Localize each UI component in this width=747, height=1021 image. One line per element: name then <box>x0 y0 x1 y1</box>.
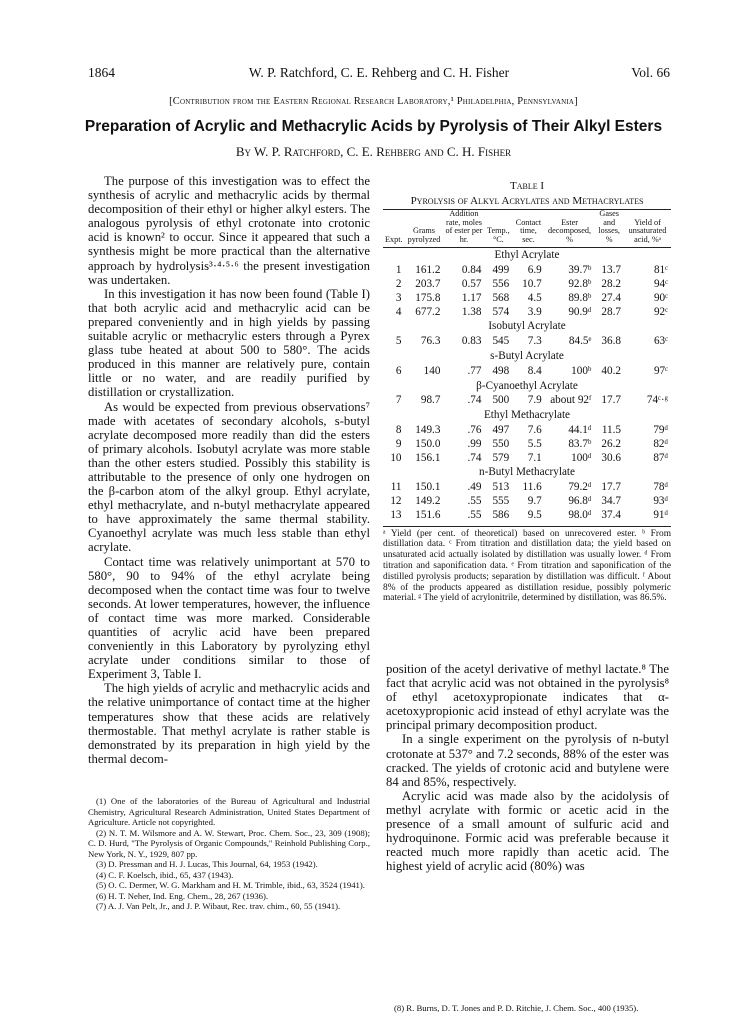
column-header: Gases and losses, % <box>594 210 624 248</box>
table-cell: 150.0 <box>415 437 441 450</box>
table-cell: 81ᶜ <box>653 264 668 277</box>
table-cell: 97ᶜ <box>653 364 668 377</box>
table-cell: 92.8ᵇ <box>568 277 592 290</box>
table-cell: 34.7 <box>601 494 621 507</box>
footnote: (3) D. Pressman and H. J. Lucas, This Journal, 64, 1953 (1942). <box>96 859 318 869</box>
table-cell: 28.7 <box>601 305 621 318</box>
data-table <box>383 209 671 523</box>
table-cell: 0.83 <box>461 335 482 348</box>
table-cell: 499 <box>492 264 510 277</box>
table-row <box>383 306 671 320</box>
table-cell: 161.2 <box>415 264 441 277</box>
table-cell: 8 <box>395 423 402 436</box>
table-cell: 7.1 <box>527 451 542 464</box>
table-section-row <box>383 379 671 395</box>
table-section-row <box>383 319 671 335</box>
contribution-line: [Contribution from the Eastern Regional Research Laboratory,¹ Philadelphia, Pennsylvania] <box>169 96 578 107</box>
table-label: Table I <box>509 180 545 192</box>
table-cell: 513 <box>492 481 510 494</box>
table-cell: about 92ᶠ <box>550 394 592 407</box>
right-column-body <box>386 662 669 873</box>
table-cell: 5.5 <box>527 437 542 450</box>
table-cell: 5 <box>395 335 402 348</box>
table-row <box>383 452 671 466</box>
table-cell: 0.84 <box>461 264 482 277</box>
table-caption: Pyrolysis of Alkyl Acrylates and Methacrylates <box>410 195 644 207</box>
table-cell: 550 <box>492 437 510 450</box>
table-cell: 74ᶜ·ᵍ <box>646 394 668 407</box>
table-cell: 7.3 <box>527 335 542 348</box>
column-header: Ester decomposed, % <box>545 210 595 248</box>
table-cell: 586 <box>492 508 510 521</box>
table-cell: 87ᵈ <box>653 451 668 464</box>
table-cell: 500 <box>492 394 510 407</box>
running-head-authors: W. P. Ratchford, C. E. Rehberg and C. H. Fisher <box>248 65 510 80</box>
table-cell: 568 <box>492 291 510 304</box>
table-cell: 90.9ᵈ <box>568 305 592 318</box>
table-notes: ᵃ Yield (per cent. of theoretical) based on unrecovered ester. ᵇ From distillation data. ᶜ From titration and distillation data; the yield based on unsaturated acid actually isolated by distillation was usually lower. ᵈ From titration and saponification data. ᵉ From titration and saponification of the distilled pyrolysis products; separation by distillation was difficult. ᶠ About 8% of the products appeared as distillation residue, possibly polymeric material. ᵍ The yield of acrylonitrile, determined by distillation, was 86.5%. <box>383 526 671 605</box>
table-cell: 7.6 <box>527 423 542 436</box>
table-section-row <box>383 408 671 424</box>
table-cell: 98.7 <box>420 394 441 407</box>
table-cell: 27.4 <box>601 291 621 304</box>
table-body <box>383 248 671 523</box>
table-cell: 17.7 <box>601 394 621 407</box>
section-heading: s-Butyl Acrylate <box>490 349 564 362</box>
table-cell: 10 <box>390 451 402 464</box>
section-heading: β-Cyanoethyl Acrylate <box>476 379 578 392</box>
table-cell: 93ᵈ <box>653 494 668 507</box>
table-row <box>383 424 671 438</box>
table-cell: 9 <box>395 437 402 450</box>
table-cell: .74 <box>467 451 482 464</box>
table-cell: 545 <box>492 335 510 348</box>
table-cell: 151.6 <box>415 508 441 521</box>
table-cell: 13.7 <box>601 264 621 277</box>
paragraph: The high yields of acrylic and methacrylic acids and the relative unimportance of contact time at the higher temperatures show that these acids are relatively thermostable. That methyl acrylate is rather stable is demonstrated by its preparation in high yield by the thermal decom- <box>88 681 370 766</box>
table-row <box>383 335 671 349</box>
footnote: (7) A. J. Van Pelt, Jr., and J. P. Wibaut, Rec. trav. chim., 60, 55 (1941). <box>96 901 341 911</box>
section-heading: Ethyl Methacrylate <box>483 409 571 422</box>
table-cell: 90ᶜ <box>653 291 668 304</box>
table-section-row <box>383 349 671 365</box>
table-cell: 37.4 <box>601 508 621 521</box>
column-header: Temp., °C. <box>484 210 512 248</box>
table-cell: .55 <box>467 508 482 521</box>
column-header: Expt. <box>383 210 405 248</box>
table-cell: .55 <box>467 494 482 507</box>
paragraph: In a single experiment on the pyrolysis of n-butyl crotonate at 537° and 7.2 seconds, 88% of the ester was cracked. The yields of crotonic acid and butylene were 84 and 85%, respectively. <box>386 732 669 789</box>
table-row <box>383 278 671 292</box>
table-cell: 100ᵈ <box>571 451 592 464</box>
table-cell: 76.3 <box>420 335 441 348</box>
table-cell: 4 <box>395 305 402 318</box>
table-cell: 96.8ᵈ <box>568 494 592 507</box>
column-header: Grams pyrolyzed <box>405 210 444 248</box>
table-cell: 6 <box>395 364 402 377</box>
table-section-row <box>383 465 671 481</box>
table-cell: 79ᵈ <box>653 423 668 436</box>
column-header: Contact time, sec. <box>512 210 544 248</box>
table-cell: 83.7ᵇ <box>568 437 592 450</box>
table-header-row <box>383 210 671 248</box>
paragraph: Contact time was relatively unimportant at 570 to 580°, 90 to 94% of the ethyl acrylate being decomposed when the contact time was four to twelve seconds. At lower temperatures, however, the influence of contact time was more marked. Considerable quantities of acrylic acid have been prepared conveniently in this Laboratory by pyrolyzing ethyl acrylate under conditions similar to those of Experiment 3, Table I. <box>88 554 370 682</box>
table-cell: .74 <box>467 394 482 407</box>
table-section-row <box>383 248 671 264</box>
left-column-body <box>88 174 370 766</box>
table-cell: 1 <box>395 264 402 277</box>
paragraph: Acrylic acid was made also by the acidolysis of methyl acrylate with formic or acetic acid in the presence of a small amount of sulfuric acid and hydroquinone. Formic acid was preferable because it reacted much more rapidly than acetic acid. The highest yield of acrylic acid (80%) was <box>386 788 669 874</box>
paragraph: position of the acetyl derivative of methyl lactate.⁸ The fact that acrylic acid was not obtained in the pyrolysis⁸ of ethyl acetoxypropionate indicates that α-acetoxypropionic acid instead of ethyl acrylate was the principal primary decomposition product. <box>386 662 669 733</box>
table-cell: 92ᶜ <box>653 305 668 318</box>
table-cell: 98.0ᵈ <box>568 508 592 521</box>
table-row <box>383 438 671 452</box>
footnotes <box>88 796 370 912</box>
section-heading: Isobutyl Acrylate <box>488 320 566 333</box>
table-row <box>383 365 671 379</box>
footnote: (2) N. T. M. Wilsmore and A. W. Stewart, Proc. Chem. Soc., 23, 309 (1908); C. D. Hurd, "The Pyrolysis of Organic Compounds," Reinhold Publishing Corp., New York, N. Y., 1929, 807 pp. <box>88 827 370 859</box>
paragraph: The purpose of this investigation was to effect the synthesis of acrylic and methacrylic acids by thermal decomposition of their ethyl or higher alkyl esters. The analogous pyrolysis of ethyl crotonate into crotonic acid is known² to occur. Since it appeared that such a synthesis might be more practical than the alternative approach by hydrolysis³·⁴·⁵·⁶ the present investigation was undertaken. <box>88 174 370 287</box>
table-cell: 11.5 <box>601 423 621 436</box>
section-heading: n-Butyl Methacrylate <box>479 466 575 479</box>
section-heading: Ethyl Acrylate <box>494 249 560 262</box>
table-cell: 9.7 <box>527 494 542 507</box>
table-cell: 28.2 <box>601 277 621 290</box>
table-row <box>383 495 671 509</box>
table-cell: 26.2 <box>601 437 621 450</box>
table-cell: 40.2 <box>601 364 621 377</box>
table-cell: 4.5 <box>527 291 542 304</box>
column-header: Yield of unsaturated acid, %ᵃ <box>624 210 671 248</box>
table-cell: 7 <box>395 394 402 407</box>
table-cell: 140 <box>423 364 441 377</box>
table-cell: 11.6 <box>522 481 542 494</box>
table-cell: 94ᶜ <box>653 277 668 290</box>
table-block <box>383 180 671 604</box>
table-cell: 91ᵈ <box>653 508 668 521</box>
volume-label: Vol. 66 <box>631 65 670 80</box>
table-cell: 36.8 <box>601 335 621 348</box>
footnote: (4) C. F. Koelsch, ibid., 65, 437 (1943). <box>96 869 234 880</box>
table-cell: 63ᶜ <box>653 335 668 348</box>
table-cell: 556 <box>492 277 510 290</box>
table-cell: 497 <box>492 423 510 436</box>
table-cell: 11 <box>390 481 402 494</box>
table-cell: 84.5ᵉ <box>568 335 592 348</box>
column-header: Addition rate, moles of ester per hr. <box>443 210 484 248</box>
table-cell: 498 <box>492 364 510 377</box>
table-cell: 149.2 <box>415 494 441 507</box>
table-row <box>383 264 671 278</box>
table-cell: .99 <box>467 437 482 450</box>
table-cell: 6.9 <box>527 264 542 277</box>
table-cell: 30.6 <box>601 451 621 464</box>
paragraph: In this investigation it has now been found (Table I) that both acrylic acid and methacrylic acid can be prepared conveniently and in high yields by passing suitable acrylic or methacrylic esters through a Pyrex glass tube heated at about 500 to 580°. The acids produced in this manner are relatively pure, contain little or no water, and are readily purified by distillation or crystallization. <box>88 286 370 400</box>
table-cell: 203.7 <box>415 277 441 290</box>
table-cell: .76 <box>467 423 482 436</box>
footnote: (1) One of the laboratories of the Bureau of Agricultural and Industrial Chemistry, Agricultural Research Administration, United States Department of Agriculture. Article not copyrighted. <box>88 796 370 827</box>
table-cell: 156.1 <box>415 451 441 464</box>
footnote: (6) H. T. Neher, Ind. Eng. Chem., 28, 267 (1936). <box>96 890 269 901</box>
table-cell: .49 <box>467 481 482 494</box>
table-cell: .77 <box>467 364 482 377</box>
table-row <box>383 394 671 408</box>
table-cell: 44.1ᵈ <box>568 423 592 436</box>
table-cell: 82ᵈ <box>653 437 668 450</box>
table-cell: 100ᵇ <box>571 364 592 377</box>
table-cell: 175.8 <box>415 291 441 304</box>
table-cell: 89.8ᵇ <box>568 291 592 304</box>
footnote: (5) O. C. Dermer, W. G. Markham and H. M. Trimble, ibid., 63, 3524 (1941). <box>96 880 365 890</box>
table-cell: 3.9 <box>527 305 542 318</box>
table-cell: 10.7 <box>522 277 542 290</box>
article-title: Preparation of Acrylic and Methacrylic Acids by Pyrolysis of Their Alkyl Esters <box>84 118 663 135</box>
paragraph: As would be expected from previous observations⁷ made with acetates of secondary alcohols, s-butyl acrylate decomposed more readily than did the esters of primary alcohols. Isobutyl acrylate was more stable than the other esters studied. Possibly this stability is attributable to the presence of only one hydrogen on the β-carbon atom of the alkyl group. Ethyl acrylate, ethyl methacrylate, and n-butyl methacrylate appeared to have approximately the same thermal stability. Cyanoethyl acrylate was much less stable than ethyl acrylate. <box>88 399 370 555</box>
table-cell: 579 <box>492 451 510 464</box>
byline: By W. P. Ratchford, C. E. Rehberg and C. H. Fisher <box>235 144 512 159</box>
table-cell: 39.7ᵇ <box>568 264 592 277</box>
table-cell: 79.2ᵈ <box>568 481 592 494</box>
page-number: 1864 <box>88 65 115 80</box>
table-cell: 1.17 <box>461 291 482 304</box>
table-cell: 3 <box>395 291 402 304</box>
table-cell: 574 <box>492 305 510 318</box>
table-cell: 9.5 <box>527 508 542 521</box>
table-row <box>383 481 671 495</box>
table-cell: 150.1 <box>415 481 441 494</box>
table-row <box>383 292 671 306</box>
table-cell: 7.9 <box>527 394 542 407</box>
table-cell: 12 <box>390 494 402 507</box>
footnote: (8) R. Burns, D. T. Jones and P. D. Ritchie, J. Chem. Soc., 400 (1935). <box>394 1003 639 1013</box>
table-cell: 677.2 <box>415 305 441 318</box>
table-cell: 555 <box>492 494 510 507</box>
table-cell: 13 <box>390 508 402 521</box>
table-cell: 0.57 <box>461 277 482 290</box>
table-cell: 78ᵈ <box>653 481 668 494</box>
table-row <box>383 509 671 523</box>
table-cell: 149.3 <box>415 423 441 436</box>
table-cell: 17.7 <box>601 481 621 494</box>
table-cell: 1.38 <box>461 305 482 318</box>
table-cell: 2 <box>395 277 402 290</box>
table-cell: 8.4 <box>527 364 542 377</box>
